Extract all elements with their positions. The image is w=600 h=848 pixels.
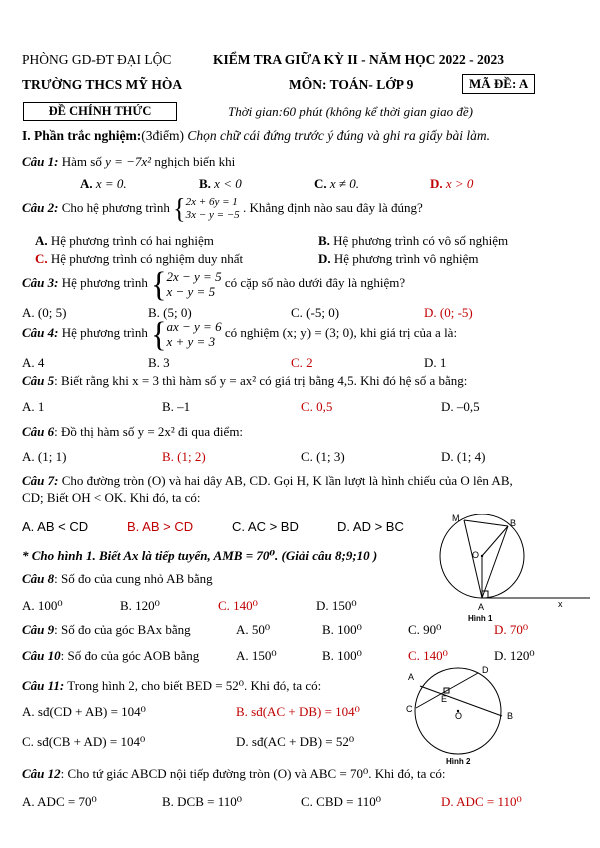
q3-option-c: C. (-5; 0) — [291, 305, 340, 320]
q5-label: Câu 5 — [22, 373, 55, 388]
q3-eq2: x − y = 5 — [166, 284, 216, 299]
q1-a-text: x = 0. — [95, 176, 127, 191]
question-4 — [22, 314, 458, 354]
q7-label: Câu 7: — [22, 473, 59, 488]
segment-ob — [482, 526, 508, 556]
q3-eq1: 2x − y = 5 — [166, 269, 222, 284]
q4-option-a: A. 4 — [22, 355, 45, 370]
q3-system — [166, 269, 221, 299]
segment-mb — [464, 520, 508, 526]
question-12 — [22, 766, 446, 782]
q4-label: Câu 4: — [22, 324, 59, 340]
fig1-label-b: B — [510, 518, 517, 528]
fig2-label-a: A — [408, 672, 415, 682]
q4-text: Hệ phương trình — [61, 324, 148, 340]
q12-option-b: B. DCB = 110⁰ — [162, 794, 242, 809]
q1-label: Câu 1: — [22, 154, 59, 169]
school-name: TRƯỜNG THCS MỸ HÒA — [22, 77, 183, 92]
question-8 — [22, 571, 213, 587]
fig2-label-b: B — [507, 711, 514, 721]
figure-1 — [430, 514, 590, 626]
q5-option-b: B. –1 — [162, 399, 191, 414]
q1-text2: nghịch biến khi — [154, 154, 236, 169]
department-name: PHÒNG GD-ĐT ĐẠI LỘC — [22, 52, 172, 67]
q8-option-c: C. 140⁰ — [218, 598, 258, 613]
q3-option-a: A. (0; 5) — [22, 305, 67, 320]
figure-1-caption: Hình 1 — [468, 614, 493, 623]
q8-label: Câu 8 — [22, 571, 55, 586]
fig2-label-o: O — [455, 711, 463, 721]
q7-text-line2: CD; Biết OH < OK. Khi đó, ta có: — [22, 490, 201, 505]
q10-option-b: B. 100⁰ — [322, 648, 362, 663]
q2-d-letter: D. — [318, 251, 331, 266]
subject: MÔN: TOÁN- LỚP 9 — [289, 77, 414, 92]
q8-option-d: D. 150⁰ — [316, 598, 357, 613]
q2-b-letter: B. — [318, 233, 330, 248]
q3-text: Hệ phương trình — [61, 274, 148, 290]
section-heading: I. Phần trắc nghiệm: — [22, 128, 142, 143]
segment-ba — [482, 526, 508, 598]
q9-label: Câu 9 — [22, 622, 55, 637]
exam-title: KIỂM TRA GIỮA KỲ II - NĂM HỌC 2022 - 2023 — [213, 52, 505, 67]
question-3 — [22, 264, 406, 304]
figure-2-caption: Hình 2 — [446, 757, 471, 766]
q8-option-b: B. 120⁰ — [120, 598, 160, 613]
q5-option-d: D. –0,5 — [441, 399, 480, 414]
q2-c-letter: C. — [35, 251, 48, 266]
q2-brace: { — [173, 192, 186, 225]
q12-option-d: D. ADC = 110⁰ — [441, 794, 522, 809]
q11-option-a: A. sđ(CD + AB) = 104⁰ — [22, 704, 146, 719]
q1-d-letter: D. — [430, 176, 443, 191]
fig1-label-x: x — [558, 599, 563, 609]
q9-option-a: A. 50⁰ — [236, 622, 271, 637]
q12-option-c: C. CBD = 110⁰ — [301, 794, 381, 809]
q3-text2: có cặp số nào dưới đây là nghiệm? — [224, 274, 406, 290]
q9-option-b: B. 100⁰ — [322, 622, 362, 637]
q6-option-c: C. (1; 3) — [301, 449, 345, 464]
q1-text: Hàm số — [61, 154, 102, 169]
q9-option-d: D. 70⁰ — [494, 622, 529, 637]
fig1-label-m: M — [452, 514, 460, 523]
question-1 — [22, 154, 235, 170]
question-6 — [22, 424, 243, 440]
time-note: Thời gian:60 phút (không kể thời gian giao đề) — [228, 104, 473, 119]
question-7 — [22, 473, 513, 489]
fig2-label-c: C — [406, 704, 413, 714]
question-10 — [22, 648, 199, 664]
q7-option-c: C. AC > BD — [232, 519, 299, 534]
q2-eq2: 3x − y = −5 — [185, 209, 240, 221]
q7-option-a: A. AB < CD — [22, 519, 89, 534]
q11-option-b: B. sđ(AC + DB) = 104⁰ — [236, 704, 360, 719]
q10-option-a: A. 150⁰ — [236, 648, 277, 663]
center-point — [481, 555, 483, 557]
q2-label: Câu 2: — [22, 199, 59, 215]
exam-code-box: MÃ ĐỀ: A — [462, 74, 535, 94]
fig1-label-a: A — [478, 602, 485, 612]
q2-option-a — [35, 233, 214, 249]
q4-option-c: C. 2 — [291, 355, 313, 370]
q6-option-a: A. (1; 1) — [22, 449, 67, 464]
q9-text: : Số đo của góc BAx bằng — [54, 622, 191, 637]
q6-option-d: D. (1; 4) — [441, 449, 486, 464]
q4-eq2: x + y = 3 — [166, 334, 216, 349]
q11-label: Câu 11: — [22, 678, 65, 693]
figure-note: * Cho hình 1. Biết Ax là tiếp tuyến, AMB = 70⁰. (Giải câu 8;9;10 ) — [22, 548, 378, 563]
q2-c-text: Hệ phương trình có nghiệm duy nhất — [50, 251, 244, 266]
q1-c-text: x ≠ 0. — [329, 176, 360, 191]
q4-text2: có nghiệm (x; y) = (3; 0), khi giá trị của a là: — [224, 324, 458, 340]
q7-text: Cho đường tròn (O) và hai dây AB, CD. Gọi H, K lần lượt là hình chiếu của O lên AB, — [61, 473, 513, 488]
q11-option-d: D. sđ(AC + DB) = 52⁰ — [236, 734, 355, 749]
q2-option-b — [318, 233, 508, 249]
q7-option-b: B. AB > CD — [127, 519, 194, 534]
q10-option-c: C. 140⁰ — [408, 648, 448, 663]
q2-option-d — [318, 251, 479, 267]
section-title — [22, 128, 490, 144]
q8-option-a: A. 100⁰ — [22, 598, 63, 613]
q3-label: Câu 3: — [22, 274, 59, 290]
q3-brace: { — [151, 264, 167, 304]
q4-eq1: ax − y = 6 — [166, 319, 222, 334]
q4-option-d: D. 1 — [424, 355, 447, 370]
q1-option-c — [314, 176, 359, 192]
q4-brace: { — [151, 314, 167, 354]
q2-text2: . Khẳng định nào sau đây là đúng? — [242, 199, 423, 215]
q2-b-text: Hệ phương trình có vô số nghiệm — [333, 233, 509, 248]
fig1-label-o: O — [472, 550, 480, 560]
q2-a-text: Hệ phương trình có hai nghiệm — [50, 233, 214, 248]
q2-option-c — [35, 251, 243, 267]
q7-option-d: D. AD > BC — [337, 519, 404, 534]
q6-option-b: B. (1; 2) — [162, 449, 206, 464]
question-9 — [22, 622, 191, 638]
q1-c-letter: C. — [314, 176, 327, 191]
q1-d-text: x > 0 — [445, 176, 474, 191]
q12-label: Câu 12 — [22, 766, 61, 781]
official-label: ĐỀ CHÍNH THỨC — [23, 102, 177, 121]
q1-option-b — [199, 176, 242, 192]
q4-option-b: B. 3 — [148, 355, 170, 370]
section-points: (3điểm) — [141, 128, 184, 143]
q6-label: Câu 6 — [22, 424, 55, 439]
q2-a-letter: A. — [35, 233, 48, 248]
q10-label: Câu 10 — [22, 648, 61, 663]
q5-text: : Biết rằng khi x = 3 thì hàm số y = ax² có giá trị bằng 4,5. Khi đó hệ số a bằng: — [54, 373, 468, 388]
q2-eq1: 2x + 6y = 1 — [185, 196, 238, 208]
q10-text: : Số đo của góc AOB bằng — [60, 648, 200, 663]
q1-b-letter: B. — [199, 176, 211, 191]
q1-function: y = −7x² — [105, 154, 152, 169]
q3-option-b: B. (5; 0) — [148, 305, 192, 320]
q2-d-text: Hệ phương trình vô nghiệm — [333, 251, 479, 266]
fig2-label-d: D — [482, 665, 489, 675]
q11-option-c: C. sđ(CB + AD) = 104⁰ — [22, 734, 146, 749]
q1-option-a — [80, 176, 127, 192]
q5-option-c: C. 0,5 — [301, 399, 333, 414]
question-11 — [22, 678, 321, 694]
q12-text: : Cho tứ giác ABCD nội tiếp đường tròn (O) và ABC = 70⁰. Khi đó, ta có: — [60, 766, 446, 781]
q3-option-d: D. (0; -5) — [424, 305, 473, 320]
q8-text: : Số đo của cung nhỏ AB bằng — [54, 571, 213, 586]
q1-b-text: x < 0 — [214, 176, 242, 191]
q10-option-d: D. 120⁰ — [494, 648, 535, 663]
q2-system — [186, 196, 240, 222]
question-2 — [22, 192, 423, 225]
q1-a-letter: A. — [80, 176, 93, 191]
q12-option-a: A. ADC = 70⁰ — [22, 794, 97, 809]
q11-text: Trong hình 2, cho biết BED = 52⁰. Khi đó, ta có: — [67, 678, 322, 693]
q6-text: : Đồ thị hàm số y = 2x² đi qua điểm: — [54, 424, 244, 439]
section-instruction: Chọn chữ cái đứng trước ý đúng và ghi ra giấy bài làm. — [187, 128, 491, 143]
q2-text: Cho hệ phương trình — [61, 199, 170, 215]
q9-option-c: C. 90⁰ — [408, 622, 442, 637]
question-5 — [22, 373, 467, 389]
fig2-label-e: E — [441, 694, 448, 704]
q5-option-a: A. 1 — [22, 399, 45, 414]
figure-2 — [404, 664, 530, 768]
q4-system — [166, 319, 221, 349]
q1-option-d — [430, 176, 473, 192]
